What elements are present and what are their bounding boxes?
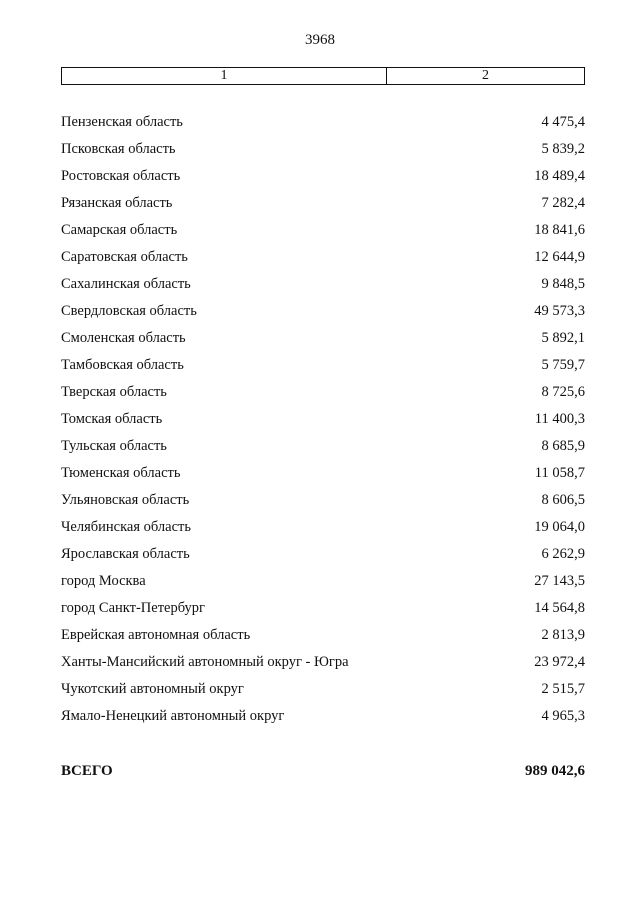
table-row (61, 541, 585, 568)
region-value: 27 143,5 (534, 573, 585, 589)
region-list (61, 109, 585, 730)
table-row (61, 622, 585, 649)
region-name: Ульяновская область (61, 492, 190, 508)
region-value: 23 972,4 (534, 654, 585, 670)
region-value: 19 064,0 (534, 519, 585, 535)
table-row (61, 703, 585, 730)
region-value: 5 759,7 (541, 357, 585, 373)
table-row (61, 568, 585, 595)
region-value: 12 644,9 (534, 249, 585, 265)
region-name: Сахалинская область (61, 276, 191, 292)
region-name: Пензенская область (61, 114, 183, 130)
table-row (61, 136, 585, 163)
page-number: 3968 (305, 32, 335, 48)
region-value: 14 564,8 (534, 600, 585, 616)
table-row (61, 325, 585, 352)
region-value: 49 573,3 (534, 303, 585, 319)
table-row (61, 298, 585, 325)
table-row (61, 406, 585, 433)
region-value: 7 282,4 (541, 195, 585, 211)
table-row (61, 244, 585, 271)
region-value: 8 725,6 (541, 384, 585, 400)
region-value: 18 489,4 (534, 168, 585, 184)
region-name: Ярославская область (61, 546, 190, 562)
region-name: Тульская область (61, 438, 167, 454)
region-name: Ямало-Ненецкий автономный округ (61, 708, 285, 724)
region-name: Томская область (61, 411, 163, 427)
total-value: 989 042,6 (525, 763, 585, 779)
region-name: Ростовская область (61, 168, 181, 184)
table-row (61, 676, 585, 703)
table-row (61, 352, 585, 379)
region-value: 8 685,9 (541, 438, 585, 454)
table-row (61, 595, 585, 622)
region-value: 18 841,6 (534, 222, 585, 238)
column-header-table (61, 67, 585, 85)
total-label: ВСЕГО (61, 763, 113, 779)
table-row (61, 379, 585, 406)
region-value: 2 515,7 (541, 681, 585, 697)
region-value: 4 965,3 (541, 708, 585, 724)
region-name: Смоленская область (61, 330, 186, 346)
table-row (61, 487, 585, 514)
region-value: 4 475,4 (541, 114, 585, 130)
region-name: Саратовская область (61, 249, 188, 265)
region-value: 5 892,1 (541, 330, 585, 346)
region-value: 2 813,9 (541, 627, 585, 643)
region-name: Тамбовская область (61, 357, 184, 373)
region-name: Тверская область (61, 384, 167, 400)
table-row (61, 460, 585, 487)
region-name: город Москва (61, 573, 146, 589)
region-value: 5 839,2 (541, 141, 585, 157)
region-name: Челябинская область (61, 519, 191, 535)
region-value: 9 848,5 (541, 276, 585, 292)
region-name: город Санкт-Петербург (61, 600, 206, 616)
region-value: 6 262,9 (541, 546, 585, 562)
table-row (61, 190, 585, 217)
region-name: Самарская область (61, 222, 178, 238)
table-row (61, 217, 585, 244)
column-header-2: 2 (482, 68, 489, 83)
region-name: Рязанская область (61, 195, 173, 211)
region-name: Еврейская автономная область (61, 627, 251, 643)
table-row (61, 109, 585, 136)
region-name: Свердловская область (61, 303, 197, 319)
region-name: Псковская область (61, 141, 176, 157)
table-row (61, 271, 585, 298)
region-name: Чукотский автономный округ (61, 681, 244, 697)
table-row (61, 163, 585, 190)
region-name: Ханты-Мансийский автономный округ - Югра (61, 654, 349, 670)
table-row (61, 514, 585, 541)
region-name: Тюменская область (61, 465, 181, 481)
table-row (61, 433, 585, 460)
total-row (61, 758, 585, 785)
table-row (61, 649, 585, 676)
region-value: 8 606,5 (541, 492, 585, 508)
column-header-1: 1 (62, 68, 387, 84)
region-value: 11 058,7 (534, 465, 585, 481)
region-value: 11 400,3 (534, 411, 585, 427)
